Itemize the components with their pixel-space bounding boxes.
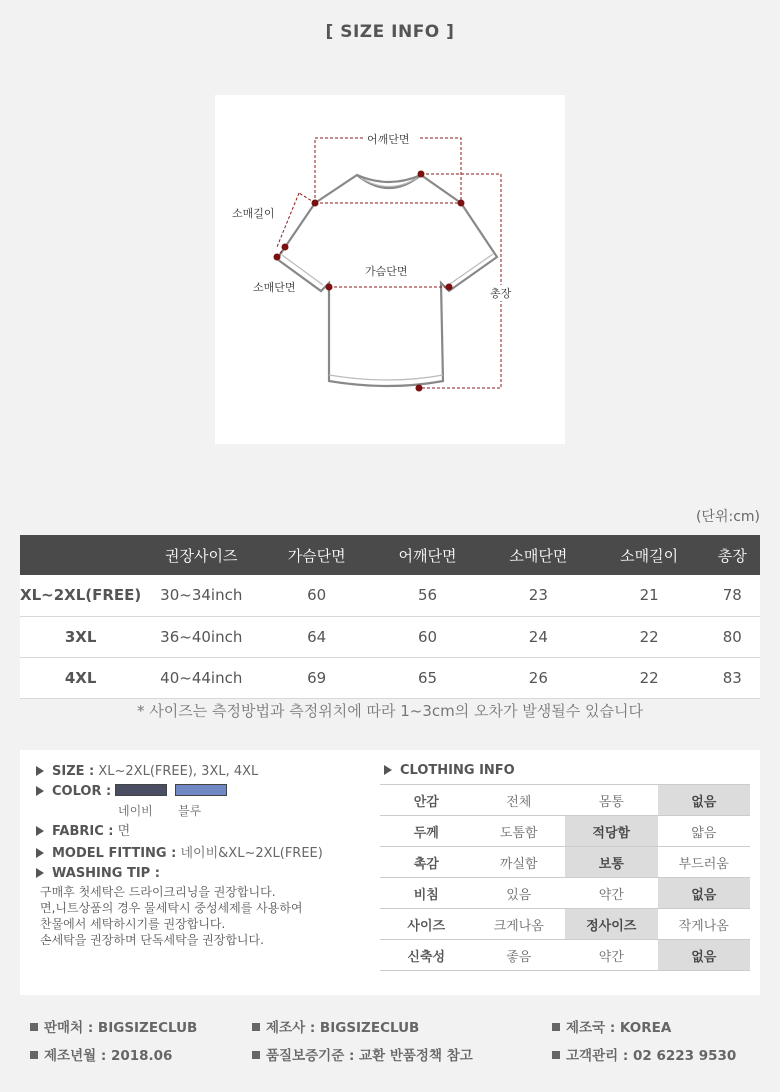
- square-bullet-icon: [552, 1023, 560, 1031]
- tshirt-outline: [277, 175, 497, 386]
- washing-tip-line: 구매후 첫세탁은 드라이크리닝을 권장합니다.: [40, 885, 276, 899]
- page-title: [ SIZE INFO ]: [325, 22, 455, 42]
- clothing-attr-label: 사이즈: [380, 909, 473, 940]
- footer-date: [30, 1044, 172, 1064]
- square-bullet-icon: [30, 1023, 38, 1031]
- product-details: [32, 762, 372, 948]
- color-name: 네이비: [118, 804, 153, 818]
- label-chest: 가슴단면: [365, 265, 408, 278]
- washing-tip-line: 손세탁을 권장하며 단독세탁을 권장합니다.: [40, 933, 264, 947]
- clothing-info-row: [380, 909, 750, 940]
- clothing-attr-label: 두께: [380, 816, 473, 847]
- triangle-bullet-icon: [36, 848, 44, 858]
- triangle-bullet-icon: [36, 826, 44, 836]
- table-cell: 83: [705, 657, 760, 698]
- table-cell: 80: [705, 616, 760, 657]
- table-cell: 78: [705, 575, 760, 616]
- clothing-option: 있음: [473, 878, 566, 909]
- footer-date-text: 제조년월 : 2018.06: [44, 1048, 173, 1064]
- washing-label: WASHING TIP :: [52, 866, 160, 881]
- size-note: * 사이즈는 측정방법과 측정위치에 따라 1~3cm의 오차가 발생될수 있습니다: [137, 702, 643, 720]
- label-sleeve-width: 소매단면: [253, 281, 296, 294]
- footer-manufacturer: [252, 1016, 419, 1036]
- clothing-option-selected: 보통: [565, 847, 658, 878]
- size-value: XL~2XL(FREE), 3XL, 4XL: [98, 764, 259, 779]
- model-row: [32, 844, 372, 864]
- clothing-option-selected: 없음: [658, 878, 751, 909]
- label-sleeve-length: 소매길이: [232, 207, 275, 220]
- model-label: MODEL FITTING :: [52, 846, 177, 861]
- header-cell: 소매길이: [594, 535, 705, 575]
- clothing-info-row: [380, 940, 750, 971]
- clothing-info-title: [380, 760, 750, 784]
- clothing-attr-label: 비침: [380, 878, 473, 909]
- clothing-option: 작게나옴: [658, 909, 751, 940]
- header-cell: [20, 535, 141, 575]
- header-cell: 소매단면: [483, 535, 594, 575]
- color-swatch-blue[interactable]: [175, 784, 227, 796]
- clothing-option-selected: 없음: [658, 785, 751, 816]
- clothing-attr-label: 안감: [380, 785, 473, 816]
- size-name: 3XL: [20, 616, 141, 657]
- clothing-info-row: [380, 785, 750, 816]
- color-name: 블루: [178, 804, 202, 818]
- table-cell: 30~34inch: [141, 575, 261, 616]
- header-cell: 권장사이즈: [141, 535, 261, 575]
- clothing-info-row: [380, 847, 750, 878]
- washing-row: [32, 864, 372, 884]
- header-cell: 어깨단면: [372, 535, 483, 575]
- clothing-attr-label: 신축성: [380, 940, 473, 971]
- color-swatch-navy[interactable]: [115, 784, 167, 796]
- clothing-option: 약간: [565, 940, 658, 971]
- footer-seller-text: 판매처 : BIGSIZECLUB: [44, 1020, 198, 1036]
- table-cell: 60: [372, 616, 483, 657]
- square-bullet-icon: [252, 1023, 260, 1031]
- header-cell: 총장: [705, 535, 760, 575]
- footer-service-text: 고객관리 : 02 6223 9530: [566, 1048, 737, 1064]
- fabric-row: [32, 822, 372, 842]
- clothing-info-table: [380, 784, 750, 971]
- size-row: [32, 762, 372, 782]
- footer-warranty-text: 품질보증기준 : 교환 반품정책 참고: [266, 1048, 473, 1064]
- clothing-option: 약간: [565, 878, 658, 909]
- table-cell: 24: [483, 616, 594, 657]
- fabric-label: FABRIC :: [52, 824, 114, 839]
- clothing-info: [380, 760, 750, 971]
- footer-country-text: 제조국 : KOREA: [566, 1020, 672, 1036]
- table-cell: 22: [594, 657, 705, 698]
- triangle-bullet-icon: [36, 868, 44, 878]
- measure-points: [274, 171, 465, 392]
- size-name: XL~2XL(FREE): [20, 575, 141, 616]
- table-cell: 36~40inch: [141, 616, 261, 657]
- footer-service: [552, 1044, 736, 1064]
- color-label: COLOR :: [52, 784, 112, 799]
- clothing-option-selected: 없음: [658, 940, 751, 971]
- color-names: [32, 802, 372, 820]
- clothing-info-row: [380, 878, 750, 909]
- table-cell: 64: [261, 616, 372, 657]
- table-cell: 56: [372, 575, 483, 616]
- clothing-attr-label: 촉감: [380, 847, 473, 878]
- table-row: [20, 575, 760, 616]
- triangle-bullet-icon: [36, 766, 44, 776]
- square-bullet-icon: [552, 1051, 560, 1059]
- table-row: [20, 616, 760, 657]
- clothing-info-title-text: CLOTHING INFO: [400, 763, 515, 778]
- clothing-info-row: [380, 816, 750, 847]
- label-shoulder: 어깨단면: [367, 133, 410, 146]
- footer-country: [552, 1016, 671, 1036]
- tshirt-diagram-svg: [215, 95, 565, 444]
- fabric-value: 면: [117, 824, 131, 839]
- clothing-option-selected: 적당함: [565, 816, 658, 847]
- clothing-option: 도톰함: [473, 816, 566, 847]
- clothing-option-selected: 정사이즈: [565, 909, 658, 940]
- clothing-option: 좋음: [473, 940, 566, 971]
- table-cell: 60: [261, 575, 372, 616]
- color-row: [32, 782, 372, 802]
- square-bullet-icon: [252, 1051, 260, 1059]
- header-cell: 가슴단면: [261, 535, 372, 575]
- table-cell: 23: [483, 575, 594, 616]
- table-cell: 26: [483, 657, 594, 698]
- tshirt-measurement-diagram: [215, 95, 565, 444]
- clothing-option: 얇음: [658, 816, 751, 847]
- size-table-header: [20, 535, 760, 575]
- clothing-option: 크게나옴: [473, 909, 566, 940]
- clothing-option: 전체: [473, 785, 566, 816]
- triangle-bullet-icon: [36, 786, 44, 796]
- clothing-option: 부드러움: [658, 847, 751, 878]
- washing-tip-line: 찬물에서 세탁하시기를 권장합니다.: [40, 917, 226, 931]
- footer-warranty: [252, 1044, 473, 1064]
- washing-tip-line: 면,니트상품의 경우 물세탁시 중성세제를 사용하여: [40, 901, 303, 915]
- table-cell: 22: [594, 616, 705, 657]
- clothing-option: 몸통: [565, 785, 658, 816]
- table-cell: 65: [372, 657, 483, 698]
- unit-label: (단위:cm): [695, 509, 760, 525]
- square-bullet-icon: [30, 1051, 38, 1059]
- footer-manufacturer-text: 제조사 : BIGSIZECLUB: [266, 1020, 420, 1036]
- table-cell: 40~44inch: [141, 657, 261, 698]
- triangle-bullet-icon: [384, 765, 392, 775]
- footer-seller: [30, 1016, 197, 1036]
- size-table: [20, 535, 760, 699]
- size-name: 4XL: [20, 657, 141, 698]
- label-total-length: 총장: [490, 287, 512, 300]
- size-label: SIZE :: [52, 764, 95, 779]
- product-info-panel: [20, 750, 760, 995]
- table-row: [20, 657, 760, 698]
- clothing-option: 까실함: [473, 847, 566, 878]
- table-cell: 21: [594, 575, 705, 616]
- table-cell: 69: [261, 657, 372, 698]
- model-value: 네이비&XL~2XL(FREE): [180, 846, 323, 861]
